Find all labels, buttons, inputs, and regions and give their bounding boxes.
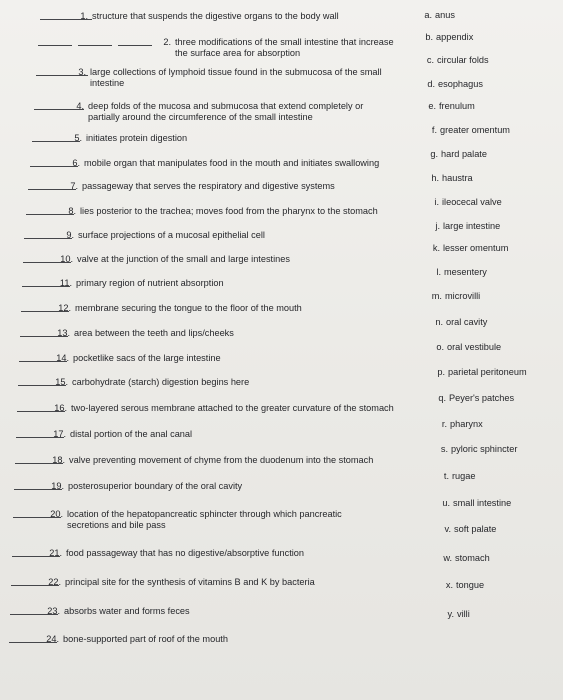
question-number: 2. xyxy=(163,37,171,47)
answer-option xyxy=(430,291,480,302)
question-number: 17. xyxy=(53,429,66,439)
question-text-continued: partially around the circumference of the small intestine xyxy=(88,112,313,122)
answer-letter: f. xyxy=(431,125,437,135)
question-text: surface projections of a mucosal epithelial cell xyxy=(78,230,265,240)
question-row xyxy=(0,480,440,510)
answer-letter: u. xyxy=(442,498,450,508)
question-text: passageway that serves the respiratory and digestive systems xyxy=(82,181,335,191)
answer-letter: x. xyxy=(445,580,453,590)
question-row xyxy=(0,66,440,96)
question-number: 19. xyxy=(51,481,64,491)
answer-option xyxy=(420,10,455,21)
answer-letter: c. xyxy=(426,55,434,65)
question-number: 13. xyxy=(57,328,70,338)
question-row xyxy=(0,100,440,130)
answer-term: tongue xyxy=(456,580,485,590)
answer-option xyxy=(425,125,510,136)
question-row xyxy=(0,605,440,635)
question-row xyxy=(0,547,440,577)
question-number: 20. xyxy=(50,509,63,519)
question-text: primary region of nutrient absorption xyxy=(76,278,224,288)
answer-term: oral vestibule xyxy=(447,342,502,352)
question-text: large collections of lymphoid tissue found in the submucosa of the small xyxy=(90,67,382,77)
question-number: 10. xyxy=(60,254,73,264)
answer-option xyxy=(426,149,487,160)
answer-letter: l. xyxy=(436,267,441,277)
question-number: 14. xyxy=(56,353,69,363)
answer-term: greater omentum xyxy=(440,125,510,135)
question-number: 21. xyxy=(49,548,62,558)
answer-letter: i. xyxy=(434,197,439,207)
answer-letter: r. xyxy=(441,419,447,429)
answer-letter: y. xyxy=(447,609,454,619)
answer-letter: h. xyxy=(431,173,439,183)
answer-option xyxy=(435,419,483,430)
question-row xyxy=(0,508,440,538)
answer-term: microvilli xyxy=(445,291,481,301)
question-number: 5. xyxy=(74,133,82,143)
answer-option xyxy=(437,471,476,482)
answer-option xyxy=(438,498,511,509)
answer-option xyxy=(439,524,496,535)
answer-term: rugae xyxy=(452,471,476,481)
answer-letter: b. xyxy=(425,32,433,42)
question-text: bone-supported part of roof of the mouth xyxy=(63,634,228,644)
answer-term: pyloric sphincter xyxy=(451,444,518,454)
answer-option xyxy=(429,267,487,278)
question-text: principal site for the synthesis of vitamins B and K by bacteria xyxy=(65,577,315,587)
answer-blank[interactable] xyxy=(118,45,152,46)
answer-option xyxy=(436,444,517,455)
question-text-continued: intestine xyxy=(90,78,125,88)
answer-term: circular folds xyxy=(437,55,489,65)
question-text: pocketlike sacs of the large intestine xyxy=(73,353,221,363)
question-number: 6. xyxy=(72,158,80,168)
answer-option xyxy=(442,609,470,620)
answer-term: anus xyxy=(435,10,455,20)
question-number: 7. xyxy=(70,181,78,191)
question-number: 1. xyxy=(80,11,88,21)
question-number: 12. xyxy=(58,303,71,313)
answer-term: appendix xyxy=(436,32,474,42)
answer-term: Peyer's patches xyxy=(449,393,515,403)
answer-option xyxy=(431,317,487,328)
answer-blank[interactable] xyxy=(78,45,112,46)
answer-term: ileocecal valve xyxy=(442,197,502,207)
question-row xyxy=(0,576,440,606)
answer-option xyxy=(427,173,473,184)
answer-term: villi xyxy=(457,609,470,619)
question-text: mobile organ that manipulates food in the mouth and initiates swallowing xyxy=(84,158,380,168)
answer-term: parietal peritoneum xyxy=(448,367,527,377)
question-number: 15. xyxy=(55,377,68,387)
answer-letter: e. xyxy=(428,101,436,111)
answer-option xyxy=(441,580,484,591)
answer-option xyxy=(440,553,490,564)
answer-option xyxy=(428,243,508,254)
answer-letter: m. xyxy=(431,291,442,301)
answer-term: frenulum xyxy=(439,101,475,111)
answer-option xyxy=(427,197,502,208)
question-text: lies posterior to the trachea; moves food from the pharynx to the stomach xyxy=(80,206,378,216)
question-number: 23. xyxy=(47,606,60,616)
question-number: 3. xyxy=(78,67,86,77)
answer-term: soft palate xyxy=(454,524,497,534)
question-text: valve preventing movement of chyme from the duodenum into the stomach xyxy=(69,455,374,465)
answer-letter: v. xyxy=(444,524,451,534)
question-text: posterosuperior boundary of the oral cavity xyxy=(68,481,243,491)
question-text: food passageway that has no digestive/absorptive function xyxy=(66,548,305,558)
question-number: 9. xyxy=(66,230,74,240)
answer-option xyxy=(421,32,473,43)
answer-term: small intestine xyxy=(453,498,512,508)
answer-term: hard palate xyxy=(441,149,487,159)
question-text: area between the teeth and lips/cheeks xyxy=(74,328,234,338)
answer-option xyxy=(428,221,500,232)
question-text: structure that suspends the digestive organs to the body wall xyxy=(92,11,339,21)
question-number: 24. xyxy=(46,634,59,644)
answer-option xyxy=(434,393,514,404)
answer-letter: d. xyxy=(427,79,435,89)
question-text: location of the hepatopancreatic sphincter through which pancreatic xyxy=(67,509,342,519)
question-text-continued: secretions and bile pass xyxy=(67,520,166,530)
answer-option xyxy=(432,342,501,353)
answer-letter: g. xyxy=(430,149,438,159)
answer-term: pharynx xyxy=(450,419,483,429)
answer-term: large intestine xyxy=(443,221,501,231)
answer-option xyxy=(424,101,475,112)
answer-letter: p. xyxy=(437,367,445,377)
answer-blank[interactable] xyxy=(38,45,72,46)
question-number: 11. xyxy=(59,278,72,288)
answer-letter: j. xyxy=(435,221,440,231)
question-row xyxy=(0,633,440,663)
answer-term: esophagus xyxy=(438,79,483,89)
question-number: 8. xyxy=(68,206,76,216)
question-text: deep folds of the mucosa and submucosa that extend completely or xyxy=(88,101,364,111)
answer-letter: n. xyxy=(435,317,443,327)
question-text: initiates protein digestion xyxy=(86,133,188,143)
answer-option xyxy=(422,55,489,66)
question-number: 16. xyxy=(54,403,67,413)
answer-term: oral cavity xyxy=(446,317,488,327)
answer-term: haustra xyxy=(442,173,473,183)
question-number: 18. xyxy=(52,455,65,465)
answer-letter: s. xyxy=(440,444,448,454)
answer-letter: a. xyxy=(424,10,432,20)
answer-term: mesentery xyxy=(444,267,487,277)
question-row xyxy=(0,36,440,66)
question-text: absorbs water and forms feces xyxy=(64,606,190,616)
question-text: membrane securing the tongue to the floor of the mouth xyxy=(75,303,302,313)
answer-option xyxy=(423,79,483,90)
question-text-continued: the surface area for absorption xyxy=(175,48,301,58)
answer-term: lesser omentum xyxy=(443,243,509,253)
question-text: carbohydrate (starch) digestion begins here xyxy=(72,377,250,387)
answer-term: stomach xyxy=(455,553,490,563)
question-text: three modifications of the small intestine that increase xyxy=(175,37,394,47)
question-text: two-layered serous membrane attached to the greater curvature of the stomach xyxy=(71,403,394,413)
question-number: 22. xyxy=(48,577,61,587)
answer-letter: q. xyxy=(438,393,446,403)
question-text: distal portion of the anal canal xyxy=(70,429,193,439)
answer-option xyxy=(433,367,527,378)
answer-letter: t. xyxy=(443,471,449,481)
question-number: 4. xyxy=(76,101,84,111)
question-text: valve at the junction of the small and large intestines xyxy=(77,254,290,264)
answer-letter: o. xyxy=(436,342,444,352)
answer-letter: w. xyxy=(443,553,452,563)
answer-letter: k. xyxy=(432,243,440,253)
